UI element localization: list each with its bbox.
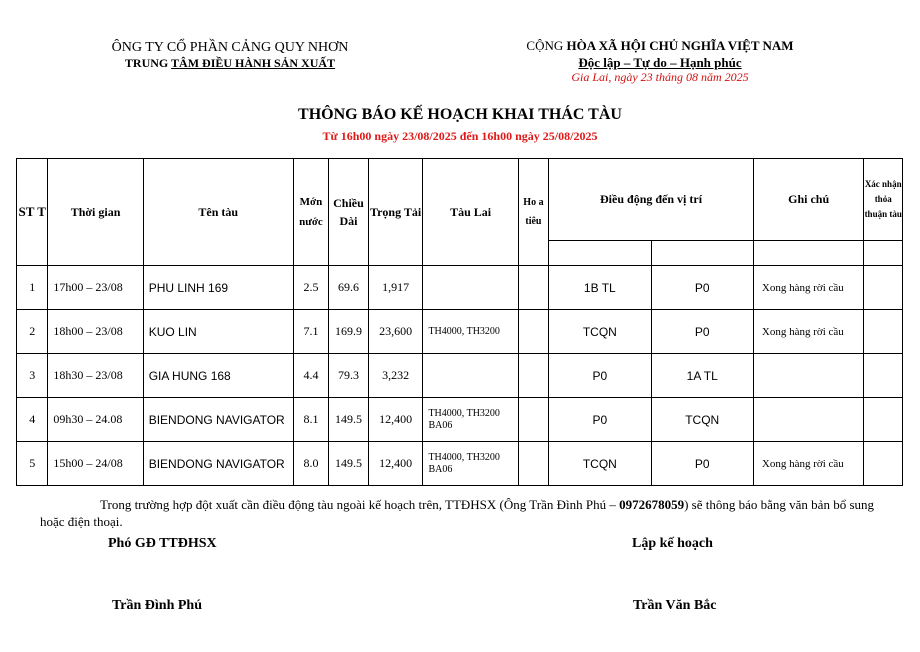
cell-length: 169.9: [329, 310, 369, 354]
contingency-paragraph: [40, 496, 880, 530]
cell-time: 18h00 – 23/08: [48, 310, 143, 354]
cell-move-to: 1A TL: [651, 354, 753, 398]
cell-confirm: [864, 398, 903, 442]
national-title-prefix: CỘNG: [526, 38, 567, 53]
header-move-to: [651, 241, 753, 266]
cell-length: 69.6: [329, 266, 369, 310]
company-name: ÔNG TY CỔ PHẦN CẢNG QUY NHƠN: [111, 40, 349, 55]
cell-vessel: GIA HUNG 168: [143, 354, 293, 398]
department-name-rest: TÂM ĐIỀU HÀNH SẢN XUẤT: [171, 56, 336, 70]
cell-note: [753, 354, 863, 398]
cell-draft: 8.1: [293, 398, 328, 442]
header-note-sub: [753, 241, 863, 266]
table-row: [17, 354, 903, 398]
cell-stt: 1: [17, 266, 48, 310]
header-time: Thời gian: [48, 159, 143, 266]
paragraph-text-end: ) sẽ thông báo bằng văn bản bổ sung hoặc điện thoại.: [40, 497, 875, 529]
signer-left-title: Phó GĐ TTĐHSX: [108, 536, 217, 551]
cell-pilot: [518, 310, 548, 354]
cell-stt: 2: [17, 310, 48, 354]
header-length: Chiều Dài: [329, 159, 369, 266]
header-note: Ghi chú: [753, 159, 863, 241]
cell-move-from: P0: [549, 354, 651, 398]
cell-draft: 2.5: [293, 266, 328, 310]
cell-pilot: [518, 442, 548, 486]
cell-move-to: P0: [651, 266, 753, 310]
cell-tug: [423, 266, 518, 310]
signer-left-name: Trần Đình Phú: [112, 598, 202, 613]
cell-draft: 8.0: [293, 442, 328, 486]
cell-vessel: PHU LINH 169: [143, 266, 293, 310]
cell-time: 15h00 – 24/08: [48, 442, 143, 486]
cell-pilot: [518, 398, 548, 442]
cell-confirm: [864, 266, 903, 310]
cell-move-from: TCQN: [549, 310, 651, 354]
cell-tonnage: 1,917: [368, 266, 423, 310]
header-stt: ST T: [17, 159, 48, 266]
cell-vessel: BIENDONG NAVIGATOR: [143, 442, 293, 486]
cell-time: 18h30 – 23/08: [48, 354, 143, 398]
cell-tonnage: 12,400: [368, 442, 423, 486]
header-vessel: Tên tàu: [143, 159, 293, 266]
cell-tonnage: 23,600: [368, 310, 423, 354]
header-move-from: [549, 241, 651, 266]
cell-stt: 4: [17, 398, 48, 442]
header-tonnage: Trọng Tải: [368, 159, 423, 266]
cell-pilot: [518, 266, 548, 310]
cell-move-to: P0: [651, 310, 753, 354]
cell-tug: [423, 354, 518, 398]
cell-vessel: BIENDONG NAVIGATOR: [143, 398, 293, 442]
cell-tonnage: 3,232: [368, 354, 423, 398]
table-row: [17, 266, 903, 310]
department-name: [60, 56, 400, 71]
cell-note: Xong hàng rời cầu: [753, 442, 863, 486]
cell-draft: 4.4: [293, 354, 328, 398]
vessel-plan-table: [16, 158, 903, 486]
signer-right-name: Trần Văn Bắc: [633, 598, 717, 613]
cell-draft: 7.1: [293, 310, 328, 354]
cell-length: 149.5: [329, 442, 369, 486]
cell-length: 79.3: [329, 354, 369, 398]
table-row: [17, 398, 903, 442]
cell-move-from: 1B TL: [549, 266, 651, 310]
cell-tug: TH4000, TH3200 BA06: [423, 398, 518, 442]
place-date: Gia Lai, ngày 23 tháng 08 năm 2025: [571, 70, 749, 84]
table-row: [17, 310, 903, 354]
document-subtitle: Từ 16h00 ngày 23/08/2025 đến 16h00 ngày 25/08/2025: [322, 129, 598, 143]
header-move: Điều động đến vị trí: [549, 159, 754, 241]
header-draft: Mớn nước: [293, 159, 328, 266]
national-title: [480, 38, 840, 54]
cell-time: 09h30 – 24.08: [48, 398, 143, 442]
department-name-prefix: TRUNG: [124, 56, 172, 70]
cell-move-to: P0: [651, 442, 753, 486]
cell-note: Xong hàng rời cầu: [753, 310, 863, 354]
header-pilot: Ho a tiêu: [518, 159, 548, 266]
cell-note: Xong hàng rời cầu: [753, 266, 863, 310]
cell-tonnage: 12,400: [368, 398, 423, 442]
national-title-rest: HÒA XÃ HỘI CHỦ NGHĨA VIỆT NAM: [566, 38, 794, 53]
cell-length: 149.5: [329, 398, 369, 442]
cell-move-to: TCQN: [651, 398, 753, 442]
paragraph-text-start: Trong trường hợp đột xuất cần điều động tàu ngoài kế hoạch trên, TTĐHSX (Ông Trần Đình Phú –: [100, 497, 620, 512]
cell-confirm: [864, 354, 903, 398]
signer-right-title: Lập kế hoạch: [632, 536, 713, 551]
cell-tug: TH4000, TH3200: [423, 310, 518, 354]
cell-time: 17h00 – 23/08: [48, 266, 143, 310]
document-title: THÔNG BÁO KẾ HOẠCH KHAI THÁC TÀU: [298, 106, 622, 123]
cell-tug: TH4000, TH3200 BA06: [423, 442, 518, 486]
cell-confirm: [864, 310, 903, 354]
cell-note: [753, 398, 863, 442]
header-tug: Tàu Lai: [423, 159, 518, 266]
cell-vessel: KUO LIN: [143, 310, 293, 354]
header-confirm: Xác nhận thỏa thuận tàu: [864, 159, 903, 241]
cell-stt: 3: [17, 354, 48, 398]
cell-move-from: P0: [549, 398, 651, 442]
header-confirm-sub: [864, 241, 903, 266]
table-row: [17, 442, 903, 486]
national-motto: Độc lập – Tự do – Hạnh phúc: [578, 55, 742, 70]
contact-phone: 0972678059: [619, 497, 685, 512]
cell-move-from: TCQN: [549, 442, 651, 486]
cell-stt: 5: [17, 442, 48, 486]
cell-confirm: [864, 442, 903, 486]
cell-pilot: [518, 354, 548, 398]
